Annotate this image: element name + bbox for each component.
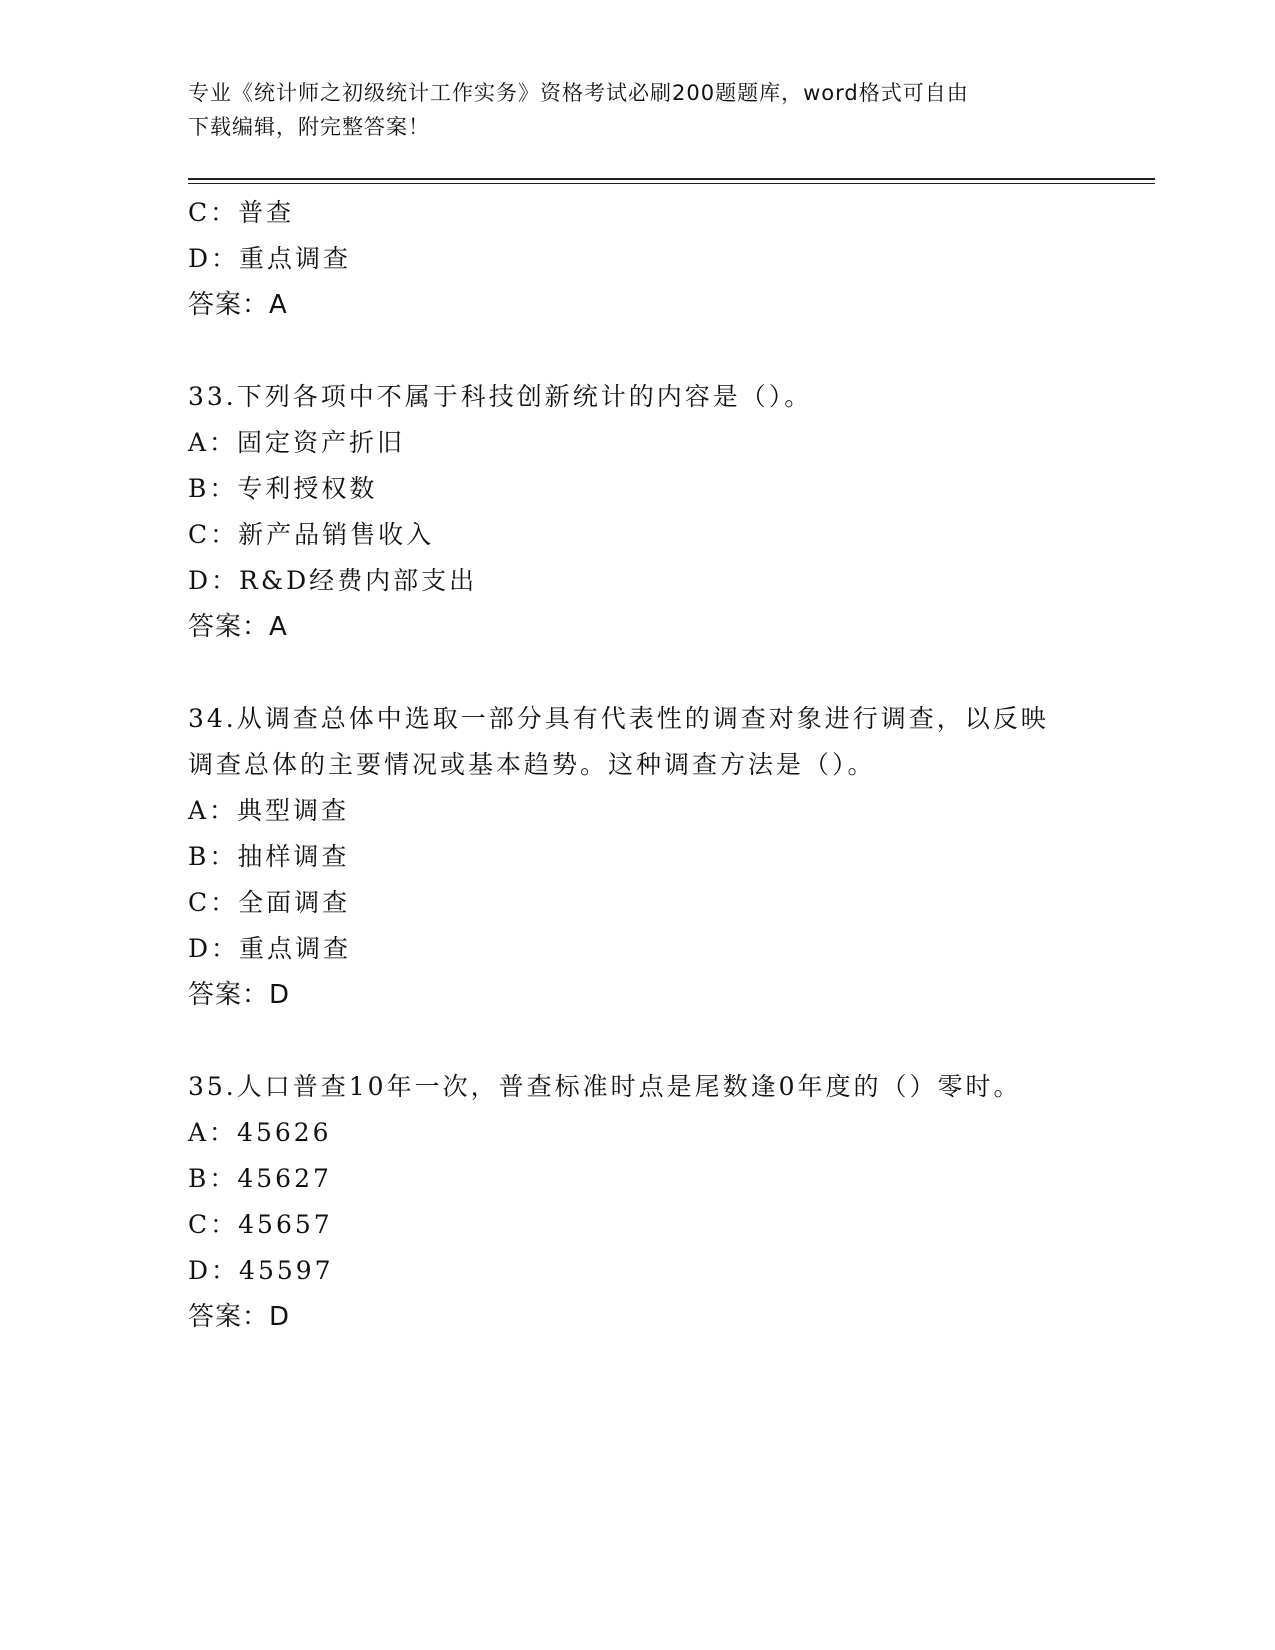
- option-c: C：普查: [188, 198, 295, 227]
- answer-line: 答案：D: [188, 980, 291, 1010]
- option-b: B：45627: [188, 1164, 332, 1193]
- spacer: [188, 650, 1088, 696]
- question-33: [188, 374, 1088, 650]
- option-d: D：重点调查: [188, 244, 352, 273]
- option-a: A：45626: [188, 1118, 332, 1147]
- option-b: B：专利授权数: [188, 474, 378, 503]
- document-header: [188, 76, 1088, 144]
- question-35: [188, 1064, 1088, 1340]
- answer-line: 答案：D: [188, 1302, 291, 1332]
- question-stem-line-1: 34.从调查总体中选取一部分具有代表性的调查对象进行调查，以反映: [188, 704, 1049, 733]
- question-34: [188, 696, 1088, 1018]
- option-a: A：固定资产折旧: [188, 428, 406, 457]
- header-line-1: 专业《统计师之初级统计工作实务》资格考试必刷200题题库，word格式可自由: [188, 81, 969, 105]
- option-b: B：抽样调查: [188, 842, 350, 871]
- option-c: C：新产品销售收入: [188, 520, 435, 549]
- header-line-2: 下载编辑，附完整答案！: [188, 115, 430, 139]
- option-d: D：R&D经费内部支出: [188, 566, 478, 595]
- question-stem: 35.人口普查10年一次，普查标准时点是尾数逢0年度的（）零时。: [188, 1072, 1022, 1101]
- answer-line: 答案：A: [188, 612, 288, 642]
- header-divider-thin: [188, 183, 1155, 184]
- option-d: D：重点调查: [188, 934, 352, 963]
- question-stem: 33.下列各项中不属于科技创新统计的内容是（）。: [188, 382, 813, 411]
- header-divider-thick: [188, 178, 1155, 180]
- question-list: [188, 190, 1088, 1340]
- answer-line: 答案：A: [188, 290, 288, 320]
- spacer: [188, 1018, 1088, 1064]
- spacer: [188, 328, 1088, 374]
- option-c: C：全面调查: [188, 888, 351, 917]
- option-a: A：典型调查: [188, 796, 350, 825]
- previous-question-tail: [188, 190, 1088, 328]
- option-c: C：45657: [188, 1210, 333, 1239]
- question-stem-line-2: 调查总体的主要情况或基本趋势。这种调查方法是（）。: [188, 750, 876, 779]
- option-d: D：45597: [188, 1256, 334, 1285]
